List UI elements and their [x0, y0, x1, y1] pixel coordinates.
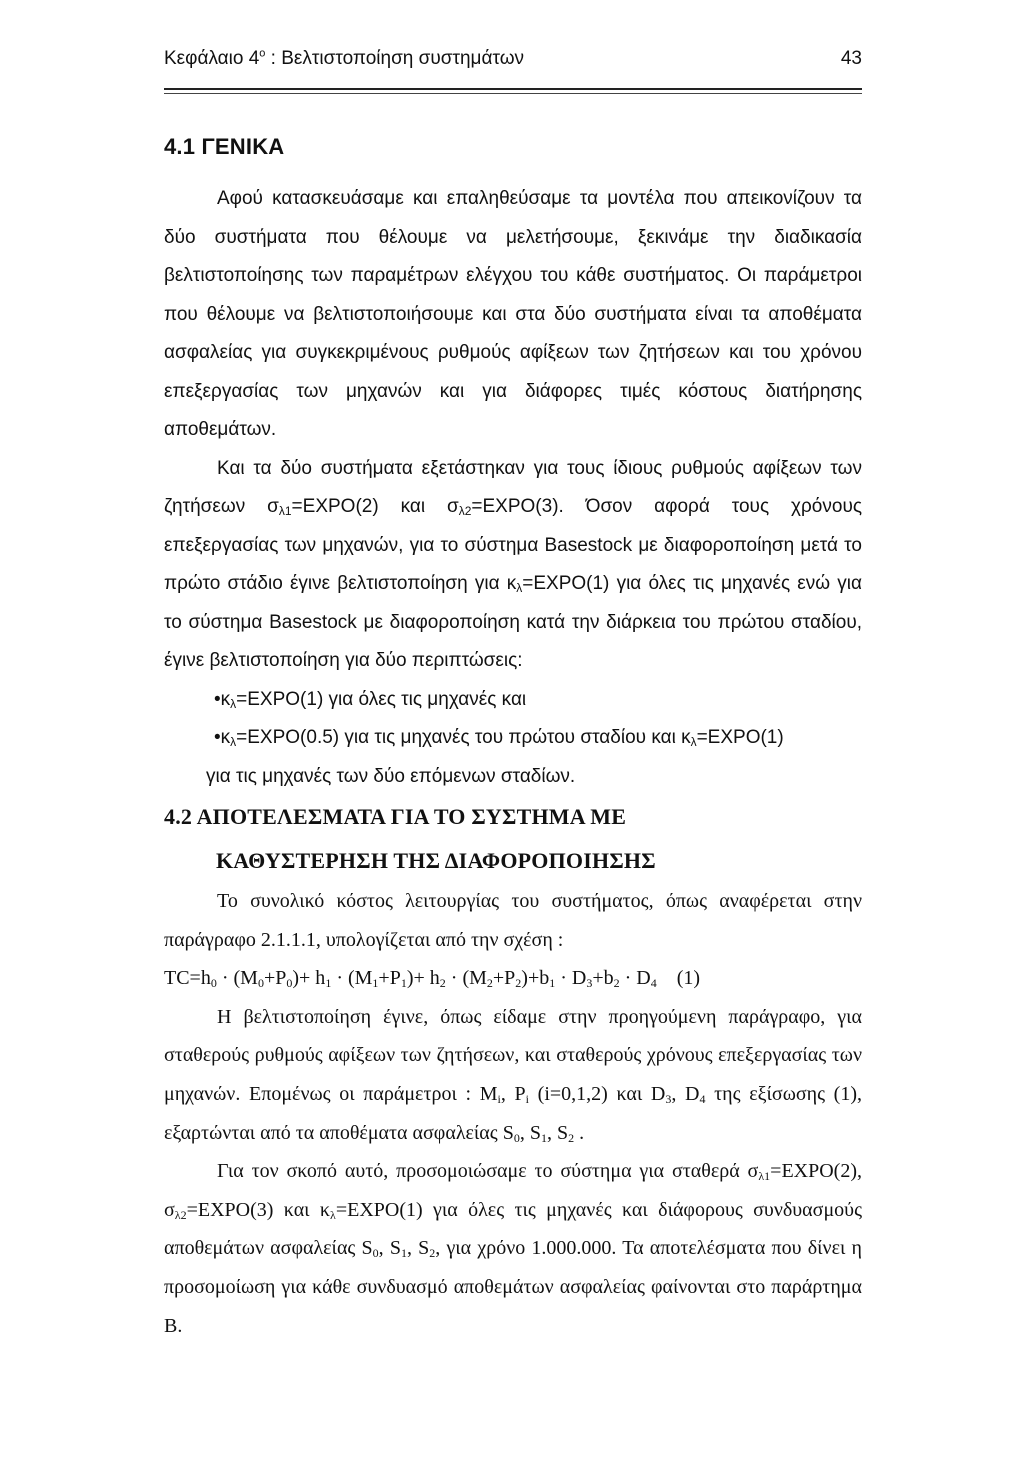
section-4-2-body — [164, 882, 862, 1345]
bullet-item: $•\kappa_\lambda=EXPO(0.5)$ για τις μηχανές του πρώτου σταδίου και $\kappa_\lambda=EXPO(1)$ — [214, 727, 784, 749]
paragraph: Η βελτιστοποίηση έγινε, όπως είδαμε στην προηγούμενη παράγραφο, για σταθερούς ρυθμούς αφίξεων των ζητήσεων, και σταθερούς χρόνους επεξεργασίας των μηχανών. Επομένως οι παράμετροι : $M_i$, $P_i$ (i=0,1,2) και $D_3$, $D_4$ της εξίσωσης (1), εξαρτώνται από τα αποθέματα ασφαλείας $S_0$, $S_1$, $S_2$ . — [164, 1005, 862, 1145]
paragraph: Αφού κατασκευάσαμε και επαληθεύσαμε τα μοντέλα που απεικονίζουν τα δύο συστήματα που θέλουμε να μελετήσουμε, ξεκινάμε την διαδικασία βελτιστοποίησης των παραμέτρων ελέγχου του κάθε συστήματος. Οι παράμετροι που θέλουμε να βελτιστοποιήσουμε και στα δύο συστήματα είναι τα αποθέματα ασφαλείας για συγκεκριμένους ρυθμούς αφίξεων των ζητήσεων και του χρόνου επεξεργασίας των μηχανών και για διάφορες τιμές κόστους διατήρησης αποθεμάτων. — [164, 188, 862, 440]
section-heading-4-2-line1: 4.2 ΑΠΟΤΕΛΕΣΜΑΤΑ ΓΙΑ ΤΟ ΣΥΣΤΗΜΑ ΜΕ — [164, 804, 627, 829]
bullet-item: $•\kappa_\lambda=EXPO(1)$ για όλες τις μηχανές και — [214, 688, 527, 711]
page-number: 43 — [840, 48, 862, 69]
section-4-1-body — [164, 180, 862, 796]
bullet-continuation: για τις μηχανές των δύο επόμενων σταδίων. — [206, 765, 576, 787]
header-rule — [164, 88, 862, 90]
section-heading-4-2-line2: ΚΑΘΥΣΤΕΡΗΣΗ ΤΗΣ ΔΙΑΦΟΡΟΠΟΙΗΣΗΣ — [216, 848, 656, 873]
chapter-label: Κεφάλαιο $4^o$ : Βελτιστοποίηση συστημάτων — [164, 48, 525, 70]
equation: $TC=h_0 \cdot (M_0+P_0)+ h_1 \cdot (M_1+P_1)+ h_2 \cdot (M_2+P_2)+b_1 \cdot D_3+b_2 \cdot D_4$ (1) — [164, 967, 701, 991]
header-rule-thin — [164, 93, 862, 94]
paragraph: Και τα δύο συστήματα εξετάστηκαν για τους ίδιους ρυθμούς αφίξεων των ζητήσεων $\sigma_{\lambda 1}=EXPO(2)$ και $\sigma_{\lambda 2}=EXPO(3)$. Όσον αφορά τους χρόνους επεξεργασίας των μηχανών, για το σύστημα Basestock με διαφοροποίηση μετά το πρώτο στάδιο έγινε βελτιστοποίηση για $\kappa_\lambda=EXPO(1)$ για όλες τις μηχανές ενώ για το σύστημα Basestock με διαφοροποίηση κατά την διάρκεια του πρώτου σταδίου, έγινε βελτιστοποίηση για δύο περιπτώσεις: — [164, 457, 863, 671]
running-header — [164, 48, 862, 70]
section-heading-4-1: 4.1 ΓΕΝΙΚΑ — [164, 134, 285, 159]
paragraph: Το συνολικό κόστος λειτουργίας του συστήματος, όπως αναφέρεται στην παράγραφο 2.1.1.1, υπολογίζεται από την σχέση : — [164, 890, 862, 951]
paragraph: Για τον σκοπό αυτό, προσομοιώσαμε το σύστημα για σταθερά $\sigma_{\lambda 1}=EXPO(2)$, $\sigma_{\lambda 2}=EXPO(3)$ και $\kappa_\lambda=EXPO(1)$ για όλες τις μηχανές και διάφορους συνδυασμούς αποθεμάτων ασφαλείας $S_0$, $S_1$, $S_2$, για χρόνο 1.000.000. Τα αποτελέσματα που δίνει η προσομοίωση για κάθε συνδυασμό αποθεμάτων ασφαλείας φαίνονται στο παράρτημα Β. — [164, 1160, 863, 1337]
